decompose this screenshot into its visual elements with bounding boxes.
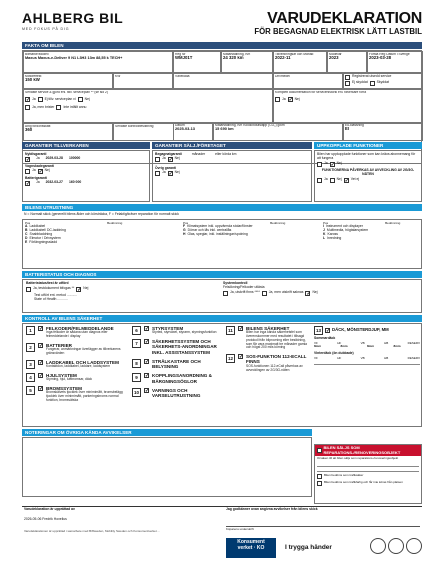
other-warranty-label: Övrig garanti — [155, 165, 177, 170]
control-item-text — [46, 326, 126, 339]
section-warranty: GARANTIER TILLVERKAREN — [22, 142, 150, 149]
tire-cell: VB — [360, 355, 365, 360]
brand-tagline: MED FOKUS PÅ DIG — [22, 27, 70, 32]
net-yes: Ja — [324, 177, 328, 182]
reg-service-opt2-checkbox[interactable] — [370, 81, 375, 86]
euro-value: El — [345, 127, 350, 132]
mileage-value: 24 320 km — [223, 56, 244, 61]
sys-no: Nej — [312, 290, 318, 295]
reg-value: WMJ01T — [175, 56, 193, 61]
seller-value: 2026-05-06 Fredrik Hovelius — [24, 517, 67, 521]
tire-cell: HB — [384, 355, 389, 360]
months-label: månader — [191, 152, 206, 156]
control-item — [26, 386, 126, 403]
control-item-title: HJULSYSTEM — [46, 372, 77, 378]
control-item-checkbox[interactable]: ✓ — [39, 372, 44, 379]
letter-j: J — [323, 228, 325, 233]
motor-label: Motoreffekt — [25, 74, 42, 78]
control-item — [26, 373, 126, 382]
battery-soh: State of Health ........... — [34, 296, 68, 301]
letter-b: B — [25, 228, 28, 233]
upgrade-yes: Ja — [324, 161, 328, 166]
battery-warranty-label: Batterigaranti — [25, 175, 48, 180]
battery-warranty-opt: Ja — [36, 180, 40, 185]
control-item-text — [246, 326, 312, 350]
cert-icons — [370, 538, 422, 554]
control-col1 — [26, 326, 126, 406]
km-label: eller körda km — [215, 152, 237, 156]
control-col2 — [132, 326, 224, 403]
net-unknown-checkbox[interactable]: ✓ — [344, 177, 349, 184]
control-item-checkbox[interactable]: ✓ — [145, 373, 150, 380]
upgrade-question: Bilen har uppkopplade funktioner som kan kräva abonnemang för att fungera — [317, 152, 416, 160]
other-yes: Ja — [162, 170, 166, 175]
sys-print: Ja, utskrift finns **** — [230, 290, 260, 295]
control-item-text — [46, 360, 119, 369]
letter-d: D — [25, 236, 28, 241]
control-item-title: SÄKERHETSSYSTEM OCH SÄKERHETS-ANORDNINGAR INKL. ASSISTANSSYSTEM — [152, 339, 217, 355]
control-item — [132, 339, 224, 355]
control-item-desc: SOS-funktionen 112-eCall påverkas av avvecklingen av 2G/3G-näten — [246, 363, 303, 372]
service-noplan-checkbox[interactable] — [38, 97, 43, 102]
repair-reason: Orsaken till att bilen säljs som reparations-/renoveringsobjekt — [317, 456, 399, 461]
control-item-text — [152, 339, 224, 355]
control-item-number: 9 — [132, 373, 141, 382]
equip-d: Elmotor / Drivsystem — [29, 236, 61, 241]
tax-value: 360 — [25, 128, 33, 133]
control-item-number: 2 — [26, 343, 35, 352]
control-item — [132, 388, 224, 399]
upgrade-box — [314, 150, 422, 202]
sys-no-checkbox[interactable]: ✓ — [306, 290, 311, 297]
tire-cell: 8mm — [367, 344, 375, 349]
control-date: 2025-03-13 — [175, 127, 195, 132]
control-item-desc: Bilen har inga kända säkerhetsfel som överenskommer med resultatet i tillsagd protokoll från bilprovning eller besiktning, som får vara maximalt tre månader gamla och högst 200 mils körning — [246, 330, 308, 350]
tire-panel — [314, 326, 420, 365]
section-control: KONTROLL AV BILENS SÄKERHET — [22, 315, 422, 322]
tax-label: Årlig fordonsskatt — [25, 124, 51, 128]
equip-a: Laddkabel — [29, 224, 46, 229]
tire-num: 13 — [315, 328, 321, 333]
tire-cell: VF — [314, 355, 318, 360]
control-item-desc: Inga felkoder är sådana utan diagnos eller felmeddelande i display — [46, 330, 108, 339]
doc-no-checkbox[interactable]: ✓ — [288, 97, 293, 104]
cert-icon-1 — [370, 538, 386, 554]
dealer-no-checkbox[interactable]: ✓ — [168, 156, 173, 163]
control-item-number: 5 — [26, 386, 35, 395]
equipment-table — [22, 219, 422, 269]
battery-warranty-km: 160 000 — [68, 180, 82, 185]
control-item-number: 6 — [132, 326, 141, 335]
sys-noprint: Ja, men utskrift saknas — [268, 290, 304, 295]
control-item-title: LADDKABEL OCH LADDSYSTEM — [46, 359, 119, 365]
section-upgrade: UPPKOPPLADE FUNKTIONER — [314, 142, 422, 149]
service-notyet-checkbox[interactable] — [56, 105, 61, 110]
kw-label: KW — [115, 74, 121, 78]
control-item-checkbox[interactable]: ✓ — [145, 326, 150, 332]
control-item-text — [152, 359, 224, 370]
reg-service-checkbox[interactable] — [345, 75, 350, 80]
tire-cell: VB — [360, 340, 365, 345]
battery-test-yes-checkbox[interactable] — [26, 287, 31, 292]
control-item-checkbox[interactable]: ✓ — [145, 339, 150, 346]
control-item-text — [152, 388, 224, 399]
control-item — [26, 360, 126, 369]
battery-warranty-date: 2032-03-27 — [45, 180, 63, 185]
battery-method: Test utfört ent. metod ........... — [34, 292, 78, 297]
chassis-yes: Ja — [32, 168, 36, 173]
gear-label: Växellåda — [175, 74, 190, 78]
tire-cell: VF — [314, 340, 318, 345]
col-ev-a: Bedömning — [107, 221, 123, 225]
other-no-checkbox[interactable]: ✓ — [168, 170, 173, 177]
control-item-number: 8 — [132, 359, 141, 368]
control-item-number: 10 — [133, 390, 139, 396]
equipment-legend: N = Normalt skick (generellt bilens ålder och körsträcka, F = Felaktig/kräver reparation för normalt skick — [24, 212, 179, 216]
service-flaws-checkbox[interactable] — [25, 105, 30, 110]
col-pos-a: Pos — [25, 221, 31, 225]
year-label: Modellår — [329, 52, 342, 56]
repair-box — [314, 444, 422, 504]
co2-label: Mätarställning, Km Koldioxidutsläpp (CO₂) g/km — [215, 123, 285, 127]
control-item-title: FELKODER/FELMEDDELANDE — [46, 326, 114, 331]
col-pos-c: Pos — [323, 221, 329, 225]
repair-heading: BILEN SÄLJS SOM REPARATIONS-/RENOVERINGSOBJEKT — [323, 445, 401, 455]
battery-test-no-checkbox[interactable]: ✓ — [77, 286, 82, 293]
net-yes-checkbox[interactable] — [317, 178, 322, 183]
control-item-checkbox[interactable]: ✓ — [145, 388, 150, 395]
battery-warranty-checkbox[interactable]: ✓ — [26, 180, 31, 187]
sys-sub: Felsökning/Felkoder utlästa — [223, 284, 265, 289]
tire-cell: HF — [337, 355, 342, 360]
equip-j: Multimedia, högtalarsystem — [326, 228, 369, 233]
last-control-label: Senaste kontrollbesiktning — [115, 124, 154, 128]
letter-c: C — [25, 232, 28, 237]
control-item-title: BROMSSYSTEM — [46, 385, 82, 391]
summer-vals — [314, 345, 420, 348]
kw-value: 150 kW — [25, 78, 40, 83]
upgrade-no: Nej — [336, 161, 342, 166]
equip-h: Glas, speglar, inkl. inställningar/spolning — [187, 232, 248, 237]
other-yes-checkbox[interactable] — [155, 171, 160, 176]
battery-state-label: Batteristatus/test är utförd — [26, 281, 69, 285]
dealer-no: Nej — [174, 156, 180, 161]
control-item — [132, 326, 224, 335]
model-label: Bilmärke/Modell — [25, 52, 49, 56]
first-reg-value: 2023-03-28 — [369, 56, 391, 61]
winter-label: Vinterdäck (ön dubbade) — [314, 350, 354, 355]
control-col3 — [226, 326, 312, 376]
logo-top: Konsument — [237, 539, 265, 545]
section-notes: NOTERINGAR OM ÖVRIGA KÄNDA AVVIKELSER — [22, 429, 312, 436]
control-item-title: BILENS SÄKERHET — [246, 326, 290, 331]
service-noplan: Ej tillv. serviceplan vi — [44, 96, 76, 101]
control-item-checkbox[interactable]: ✓ — [39, 326, 44, 332]
buyer-sub: Köparens underskrift — [226, 527, 254, 531]
control-item-desc: Styrled, styrväxel, styrarm, styrningsfunktion — [152, 330, 217, 335]
tire-checkbox[interactable]: ✓ — [326, 328, 331, 334]
brand-name: AHLBERG BIL — [22, 10, 124, 26]
new-warranty-km: 100000 — [68, 156, 81, 161]
service-doc-label: Komplett dokumentation för servicehistorik enl. tillverkare förra — [275, 90, 367, 94]
service-label: Senaste service & gjord enl. tillv. serviceplan ** (se sid 2) — [25, 90, 108, 94]
equip-l: Inredning — [327, 236, 342, 241]
control-item-desc: Fungerar, anmärkningar överlägger av tillverkarens gränsvärden — [46, 347, 121, 355]
section-battery: BATTERISTATUS OCH DIAGNOS — [22, 271, 422, 278]
mileage-label: Mätarställning, Km — [223, 52, 251, 56]
dealer-warranty-label: Begagnatgaranti — [155, 152, 182, 156]
tire-cell: RESERV — [407, 355, 420, 360]
unsafe-checkbox[interactable] — [317, 481, 322, 486]
date-label: Datum — [175, 123, 185, 127]
equip-e: Förlängningssladd — [29, 240, 57, 245]
letter-k: K — [323, 232, 326, 237]
tire-cell: 8mm — [314, 344, 322, 349]
battery-test-no: Nej — [83, 286, 89, 291]
year-value: 2023 — [329, 56, 339, 61]
control-item-checkbox[interactable]: ✓ — [39, 359, 44, 366]
dealer-warranty-box — [152, 150, 312, 202]
control-item-text — [46, 373, 92, 382]
warranty-box — [22, 150, 150, 202]
seller-label: Varudeklaration är upprättad av — [24, 507, 75, 511]
equip-i: Instrument och displayer — [325, 224, 363, 229]
section-equipment: BILENS UTRUSTNING — [22, 204, 422, 211]
doc-yes-checkbox[interactable] — [275, 97, 280, 102]
dealer-yes-checkbox[interactable] — [155, 157, 160, 162]
section-dealer-warranty: GARANTIER SÄLJ./FÖRETAGET — [152, 142, 312, 149]
control-item-title: KOPPLINGSANORDNING & BÄRGNINGSÖGLOR — [152, 373, 212, 384]
letter-a: A — [25, 224, 28, 229]
reg-service-opt1: Ej skyddat — [352, 80, 368, 85]
control-item-checkbox[interactable]: ✓ — [239, 326, 244, 332]
model-value: Maxus Maxus-e-Deliver 9 N1 L3H3 13m 88,55 k TECH+ — [25, 56, 123, 61]
first-reg-label: Första Reg Datum i Sverige — [369, 52, 410, 56]
tire-cell: HF — [337, 340, 342, 345]
col-ev-c: Bedömning — [385, 221, 401, 225]
section-fakta: FAKTA OM BILEN — [22, 42, 422, 49]
control-item-number: 11 — [226, 326, 235, 335]
reg-service-opt2: Skyddat — [376, 80, 389, 85]
control-mileage: 15 690 km — [215, 127, 234, 132]
equip-c: Snabbladdning — [29, 232, 53, 237]
control-item-title: STYRSYSTEM — [152, 326, 184, 331]
control-item-title: SOS-FUNKTION 112-ECALL FINNS — [246, 354, 307, 365]
col-ev-b: Bedömning — [270, 221, 286, 225]
safe-checkbox[interactable] — [317, 474, 322, 479]
control-item-number: 12 — [227, 356, 233, 362]
service-no: Nej — [84, 96, 90, 101]
manufacture-label: Tillverkningsår och Månad — [275, 52, 314, 56]
buyer-label: Jag godkänner ovan angivna avvikelser från bilens skick — [226, 507, 318, 511]
control-item — [26, 343, 126, 356]
tire-cell: RESERV — [407, 340, 420, 345]
control-item-desc: Bromskälvets tjocklek över minimimått, bromsbelägg tjocklek över minimimått, parkeringsbroms normal funktion, bromsvätska — [46, 390, 123, 402]
equip-g: Dörrar och lås inkl. centrallås — [187, 228, 232, 233]
chassis-no: Nej — [44, 168, 50, 173]
control-item-title: STRÅLKASTARE OCH BELYSNING — [152, 358, 201, 370]
page-subtitle: FÖR BEGAGNAD ELEKTRISK LÄTT LASTBIL — [254, 27, 422, 36]
control-item-text — [152, 326, 217, 335]
new-warranty-checkbox[interactable]: ✓ — [26, 156, 31, 163]
tire-cell: HB — [384, 340, 389, 345]
summer-label: Sommardäck — [314, 336, 336, 340]
logo-bot: verket · KO — [237, 544, 265, 551]
service-flaws: Ja, men brister — [32, 104, 55, 109]
chassis-no-checkbox[interactable]: ✓ — [38, 168, 43, 175]
battery-box — [22, 279, 422, 313]
footer-text: Varudeklarationen är upprättad i samarbete med BilSweden, Mobility Sweden och Konsumentverket ... — [24, 529, 161, 533]
net-unknown: Vet ej — [350, 177, 360, 182]
page-title: VARUDEKLARATION — [267, 10, 422, 27]
equip-k: Kaross — [327, 232, 339, 237]
col-pos-b: Pos — [183, 221, 189, 225]
doc-yes: Ja — [282, 96, 286, 101]
net-no: Nej — [336, 177, 342, 182]
reg-service-opt1-checkbox[interactable] — [345, 81, 350, 86]
control-item-text — [46, 386, 126, 403]
letter-l: L — [323, 236, 326, 241]
sys-print-checkbox[interactable] — [223, 291, 228, 296]
manufacture-value: 2022-11 — [275, 56, 291, 61]
equip-f: Klimatsystem inkl. uppvärmda stolar/fönster — [187, 224, 253, 229]
control-item-text — [46, 343, 126, 356]
tire-title: DÄCK, MÖNSTERDJUP, MM — [332, 327, 389, 333]
control-item-text — [246, 354, 312, 372]
cert-icon-2 — [388, 538, 404, 554]
letter-h: H — [183, 232, 186, 237]
letter-i: I — [323, 224, 324, 229]
net-no-checkbox[interactable] — [330, 178, 335, 183]
control-item — [26, 326, 126, 339]
dealer-yes: Ja — [162, 156, 166, 161]
control-item-desc: Kontaktdon, laddkabel, laddare, laddsystem — [46, 363, 110, 368]
service-yes-checkbox[interactable]: ✓ — [26, 97, 31, 104]
control-item-number: 7 — [132, 339, 141, 348]
new-warranty-date: 2029-03-28 — [45, 156, 63, 161]
reg-label: Reg Nr — [175, 52, 186, 56]
trust-label: I trygga händer — [285, 544, 332, 551]
upgrade-yes-checkbox[interactable] — [317, 162, 322, 167]
tire-cell: 8mm — [393, 344, 401, 349]
doc-no: Nej — [294, 96, 300, 101]
letter-f: F — [183, 224, 186, 229]
notes-area[interactable] — [22, 437, 312, 497]
tire-cell: 8mm — [340, 344, 348, 349]
control-item — [226, 326, 312, 350]
control-item-checkbox[interactable]: ✓ — [145, 358, 150, 365]
control-item-checkbox[interactable]: ✓ — [39, 385, 44, 392]
control-item-checkbox[interactable]: ✓ — [39, 342, 44, 349]
cert-icon-3 — [406, 538, 422, 554]
other-no: Nej — [174, 170, 180, 175]
repair-checkbox[interactable] — [317, 448, 322, 453]
control-item-text — [152, 373, 224, 384]
control-item-checkbox[interactable]: ✓ — [239, 354, 244, 361]
reg-service-label: Registrerat utsedd service — [352, 74, 392, 79]
sys-label: Systemkontroll — [223, 281, 248, 285]
brand-logo — [22, 10, 132, 31]
control-item — [132, 373, 224, 384]
service-notyet: Inte infällt annu — [63, 104, 87, 109]
service-yes: Ja — [32, 96, 36, 101]
euro-label: Eu-klassning — [345, 123, 364, 127]
network-title: FUNKTIONERNA PÅVERKAS AV AVVECKLING AV 2G/3G-NÄTEN — [321, 167, 415, 176]
control-item-number: 3 — [26, 360, 35, 369]
konsumentverket-logo — [226, 538, 276, 558]
fuel-label: Drivmedel — [275, 74, 290, 78]
control-item-title: BATTERIER — [46, 342, 72, 348]
control-item — [226, 354, 312, 372]
battery-test-yes: Ja, testdokument bifogas ** — [33, 286, 75, 291]
control-item-number: 4 — [26, 373, 35, 382]
unsafe-label: Bilen bedöms som trafikfarlig och får inte köras från platsen — [324, 480, 403, 485]
chassis-label: Vagnskadegaranti — [25, 163, 55, 168]
service-no-checkbox[interactable] — [78, 97, 83, 102]
equip-b: Laddkabel/ DC-laddning — [29, 228, 66, 233]
safe-label: Bilen bedöms som trafiksäker — [324, 473, 364, 478]
chassis-yes-checkbox[interactable] — [25, 169, 30, 174]
new-warranty-label: Nybilsgaranti — [25, 152, 47, 156]
control-item-title: VARNINGS OCH VARSELUTRUSTNING — [152, 388, 201, 399]
upgrade-no-checkbox[interactable]: ✓ — [330, 161, 335, 168]
letter-g: G — [183, 228, 186, 233]
control-item-desc: Styrning, hjul, luftbromsar, däck — [46, 377, 92, 382]
control-item-number: 1 — [26, 326, 35, 335]
new-warranty-opt: Ja — [36, 156, 40, 161]
sys-noprint-checkbox[interactable] — [262, 291, 267, 296]
control-item — [132, 359, 224, 370]
letter-e: E — [25, 240, 28, 245]
